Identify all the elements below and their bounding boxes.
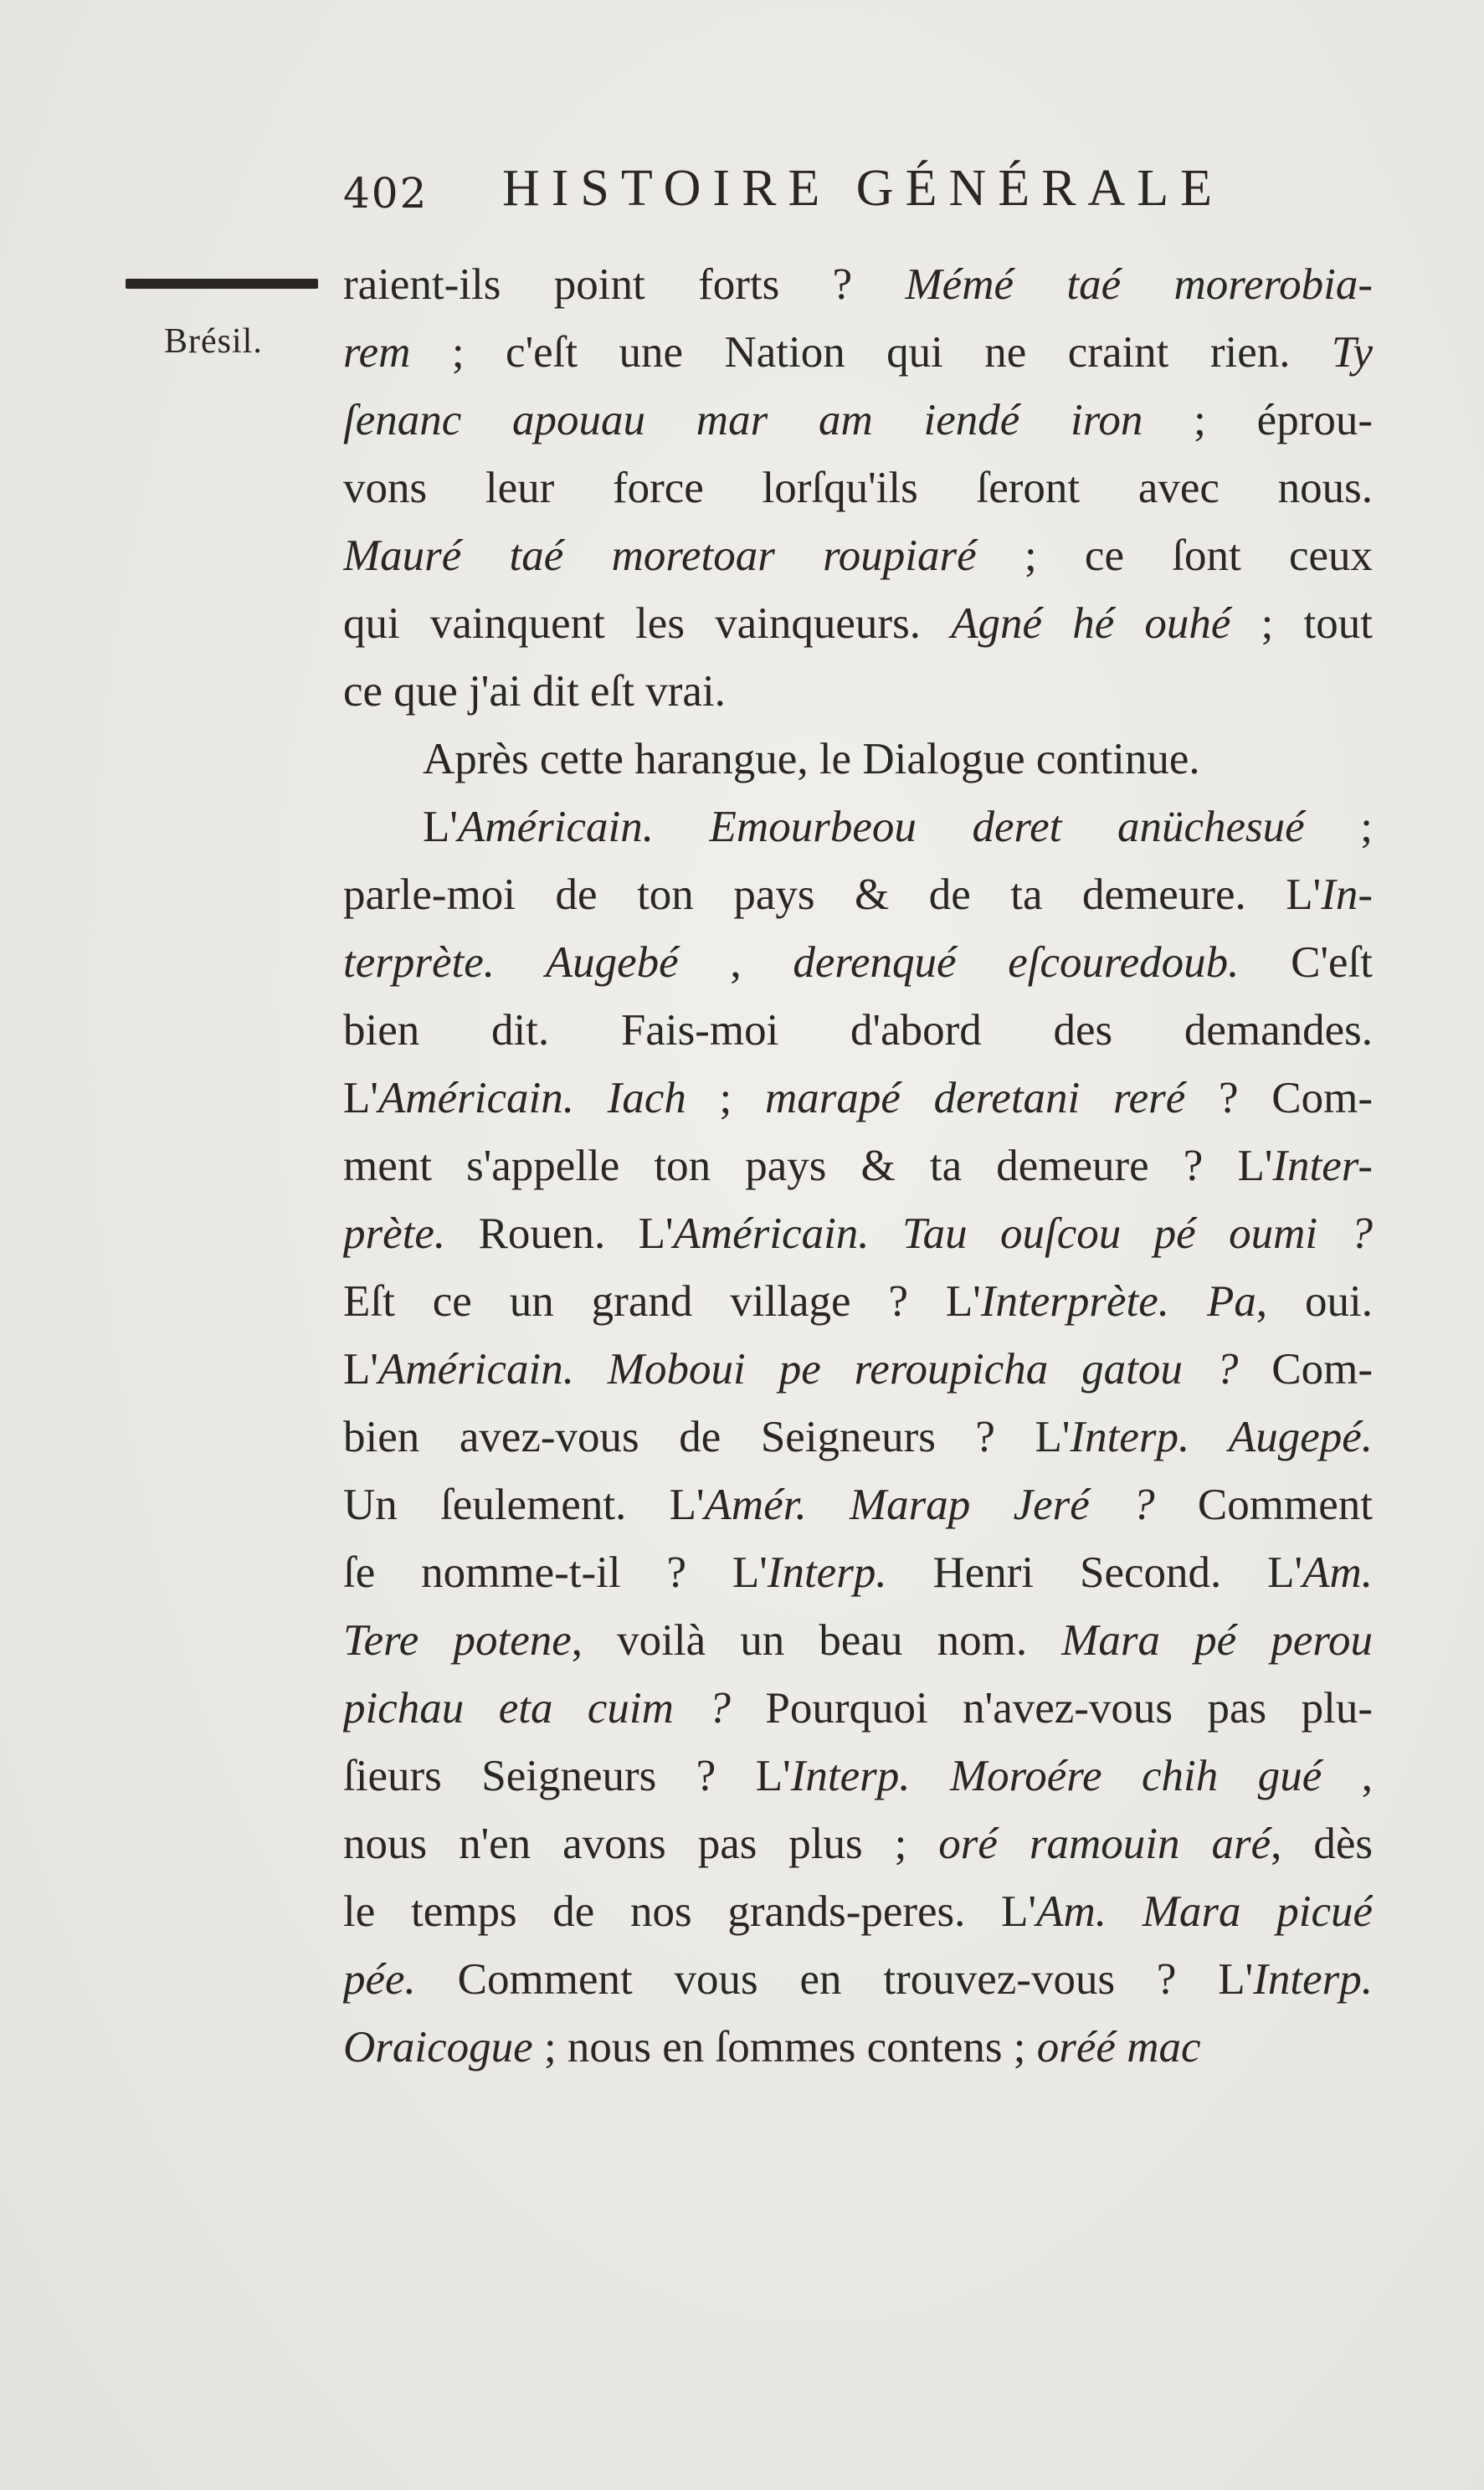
- text-span: ,: [678, 938, 793, 987]
- italic-text: Américain. Moboui pe reroupicha gatou ?: [377, 1345, 1239, 1394]
- text-span: raient-ils point forts ?: [343, 260, 906, 309]
- italic-text: marapé deretani reré: [764, 1074, 1186, 1122]
- italic-text: Américain. Iach: [377, 1074, 686, 1122]
- italic-text: ſenanc apouau mar am iendé iron: [343, 396, 1143, 444]
- italic-text: Am.: [1302, 1548, 1373, 1597]
- text-span: , voilà un beau nom.: [571, 1616, 1062, 1665]
- text-span: Un ſeulement. L': [343, 1481, 705, 1529]
- text-line: [343, 929, 1373, 997]
- text-line: [343, 1675, 1373, 1743]
- italic-text: Ty: [1331, 328, 1373, 377]
- text-line: [343, 1065, 1373, 1132]
- text-span: , oui.: [1255, 1277, 1373, 1326]
- text-span: qui vainquent les vainqueurs.: [343, 599, 952, 648]
- italic-text: Interp.: [1253, 1955, 1373, 2004]
- text-span: parle-moi de ton pays & de ta demeure. L': [343, 870, 1322, 919]
- text-line: [343, 861, 1373, 929]
- text-span: Eſt ce un grand village ? L': [343, 1277, 981, 1326]
- margin-rule: [126, 279, 318, 289]
- italic-text: Interprète. Pa: [980, 1277, 1256, 1326]
- italic-text: Tere potene: [343, 1616, 572, 1665]
- margin-note: Brésil.: [164, 322, 263, 361]
- italic-text: Inter-: [1272, 1142, 1373, 1190]
- text-span: C'eſt: [1239, 938, 1373, 987]
- text-line: [343, 1878, 1373, 1946]
- text-span: L': [343, 1074, 378, 1122]
- italic-text: Mémé taé morerobia-: [905, 260, 1373, 309]
- italic-text: Interp.: [767, 1548, 887, 1597]
- italic-text: Am. Mara picué: [1036, 1887, 1373, 1936]
- text-span: vons leur force lorſqu'ils ſeront avec nous.: [343, 464, 1373, 512]
- italic-text: derenqué eſcouredoub.: [793, 938, 1240, 987]
- text-span: bien dit. Fais-moi d'abord des demandes.: [343, 1006, 1373, 1055]
- text-line: [343, 2014, 1373, 2082]
- text-span: Comment: [1154, 1481, 1373, 1529]
- text-line: [343, 1404, 1373, 1471]
- text-line: [343, 522, 1373, 590]
- text-span: ; nous en ſommes contens ;: [532, 2023, 1037, 2072]
- text-span: Pourquoi n'avez-vous pas plu-: [730, 1684, 1373, 1733]
- text-span: ; éprou-: [1143, 396, 1373, 444]
- text-line: [343, 319, 1373, 387]
- text-line: [343, 658, 1373, 726]
- text-line: [343, 1200, 1373, 1268]
- text-span: le temps de nos grands-peres. L': [343, 1887, 1037, 1936]
- italic-text: In-: [1321, 870, 1373, 919]
- italic-text: Amér. Marap Jeré ?: [704, 1481, 1155, 1529]
- text-span: bien avez-vous de Seigneurs ? L': [343, 1413, 1071, 1461]
- text-line: [343, 997, 1373, 1065]
- italic-text: Interp. Augepé.: [1070, 1413, 1373, 1461]
- text-span: ,: [1322, 1752, 1373, 1800]
- text-line: [343, 1268, 1373, 1336]
- italic-text: terprète. Augebé: [343, 938, 679, 987]
- text-span: , dès: [1271, 1820, 1373, 1868]
- page-header: [343, 159, 1348, 234]
- text-span: ; tout: [1230, 599, 1373, 648]
- text-span: ; ce ſont ceux: [976, 531, 1373, 580]
- italic-text: Interp. Moroére chih gué: [790, 1752, 1322, 1800]
- text-line: [343, 1132, 1373, 1200]
- italic-text: Oraicogue: [343, 2023, 533, 2072]
- text-line: [343, 251, 1373, 319]
- text-span: Comment vous en trouvez-vous ? L': [415, 1955, 1254, 2004]
- text-line: [343, 1810, 1373, 1878]
- text-span: Henri Second. L': [886, 1548, 1303, 1597]
- italic-text: oréé mac: [1036, 2023, 1201, 2072]
- body-text: [343, 251, 1373, 2082]
- text-span: ;: [1304, 803, 1373, 851]
- running-title: HISTOIRE GÉNÉRALE: [502, 160, 1224, 217]
- text-span: nous n'en avons pas plus ;: [343, 1820, 939, 1868]
- text-span: Rouen. L': [445, 1209, 674, 1258]
- text-span: Com-: [1238, 1345, 1373, 1394]
- text-span: ſe nomme-t-il ? L': [343, 1548, 768, 1597]
- italic-text: rem: [343, 328, 411, 377]
- text-line: [343, 1539, 1373, 1607]
- text-line: [343, 1607, 1373, 1675]
- text-span: ? Com-: [1185, 1074, 1373, 1122]
- italic-text: Mauré taé moretoar roupiaré: [343, 531, 977, 580]
- text-line: [343, 454, 1373, 522]
- italic-text: Américain. Tau ouſcou pé oumi ?: [673, 1209, 1373, 1258]
- italic-text: pée.: [343, 1955, 416, 2004]
- text-line: [343, 387, 1373, 454]
- text-span: ſieurs Seigneurs ? L': [343, 1752, 791, 1800]
- text-span: L': [423, 803, 458, 851]
- text-line: [343, 1336, 1373, 1404]
- italic-text: oré ramouin aré: [938, 1820, 1271, 1868]
- text-line: [343, 1471, 1373, 1539]
- text-span: ment s'appelle ton pays & ta demeure ? L': [343, 1142, 1273, 1190]
- text-span: L': [343, 1345, 378, 1394]
- italic-text: pichau eta cuim ?: [343, 1684, 731, 1733]
- text-line: [343, 1743, 1373, 1810]
- page-number: 402: [343, 169, 429, 218]
- text-line: [343, 793, 1373, 861]
- italic-text: Américain. Emourbeou deret anüchesué: [457, 803, 1305, 851]
- italic-text: prète.: [343, 1209, 446, 1258]
- text-line: [343, 1946, 1373, 2014]
- text-line: [343, 590, 1373, 658]
- text-span: ;: [686, 1074, 765, 1122]
- text-line: [343, 726, 1373, 793]
- italic-text: Mara pé perou: [1061, 1616, 1373, 1665]
- text-span: ; c'eſt une Nation qui ne craint rien.: [410, 328, 1332, 377]
- italic-text: Agné hé ouhé: [951, 599, 1231, 648]
- text-span: ce que j'ai dit eſt vrai.: [343, 667, 726, 716]
- text-span: Après cette harangue, le Dialogue continue.: [423, 735, 1200, 783]
